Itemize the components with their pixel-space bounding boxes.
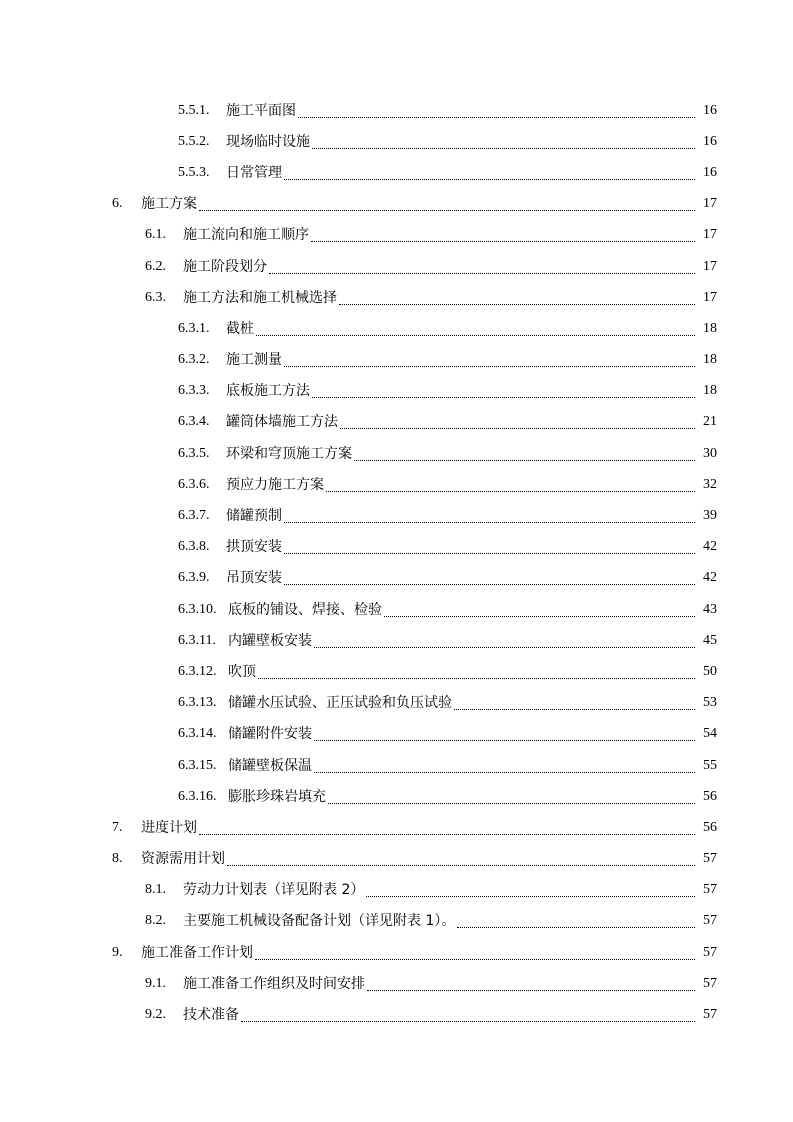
toc-dot-leader [284, 571, 695, 585]
toc-entry[interactable] [0, 999, 793, 1030]
toc-dot-leader [284, 540, 695, 554]
toc-entry-title: 储罐水压试验、正压试验和负压试验 [228, 695, 452, 712]
toc-entry[interactable] [0, 968, 793, 999]
toc-entry-page: 57 [703, 1007, 717, 1023]
toc-entry-title: 资源需用计划 [141, 851, 225, 868]
toc-entry-number: 6.3.8. [178, 539, 210, 555]
toc-entry-page: 57 [703, 851, 717, 867]
toc-entry-page: 57 [703, 882, 717, 898]
toc-entry[interactable] [0, 750, 793, 781]
toc-entry[interactable] [0, 719, 793, 750]
toc-entry[interactable] [0, 157, 793, 188]
toc-dot-leader [366, 883, 695, 897]
toc-entry-number: 6.2. [145, 258, 166, 274]
toc-entry-title: 进度计划 [141, 819, 197, 836]
toc-entry-page: 39 [703, 508, 717, 524]
toc-entry-number: 8.2. [145, 913, 166, 929]
toc-entry-title: 预应力施工方案 [226, 476, 324, 493]
toc-entry-page: 18 [703, 352, 717, 368]
toc-entry-page: 21 [703, 414, 717, 430]
toc-entry-number: 6.3.9. [178, 570, 210, 586]
toc-entry-title: 主要施工机械设备配备计划（详见附表 1）。 [183, 913, 456, 930]
toc-dot-leader [199, 197, 695, 211]
toc-entry-title: 施工测量 [226, 352, 282, 369]
toc-entry-number: 6.3. [145, 289, 166, 305]
toc-entry-title: 施工阶段划分 [183, 258, 267, 275]
toc-entry-title: 技术准备 [183, 1007, 239, 1024]
toc-entry[interactable] [0, 376, 793, 407]
toc-entry-number: 6.3.6. [178, 476, 210, 492]
toc-entry[interactable] [0, 812, 793, 843]
toc-entry[interactable] [0, 500, 793, 531]
toc-entry-page: 45 [703, 632, 717, 648]
toc-entry[interactable] [0, 937, 793, 968]
toc-dot-leader [256, 322, 695, 336]
toc-dot-leader [284, 166, 695, 180]
toc-entry-title: 底板的铺设、焊接、检验 [228, 601, 382, 618]
toc-entry-title: 吹顶 [228, 663, 256, 680]
toc-entry[interactable] [0, 781, 793, 812]
toc-entry-page: 17 [703, 196, 717, 212]
toc-dot-leader [258, 665, 695, 679]
toc-dot-leader [354, 447, 695, 461]
toc-entry-page: 17 [703, 227, 717, 243]
toc-entry-page: 18 [703, 320, 717, 336]
toc-entry-title: 拱顶安装 [226, 539, 282, 556]
toc-entry-title: 储罐预制 [226, 508, 282, 525]
toc-entry-page: 32 [703, 476, 717, 492]
toc-entry-number: 6.3.7. [178, 508, 210, 524]
toc-dot-leader [314, 634, 695, 648]
toc-entry-page: 42 [703, 539, 717, 555]
toc-entry-page: 17 [703, 258, 717, 274]
toc-dot-leader [367, 977, 695, 991]
toc-entry[interactable] [0, 345, 793, 376]
toc-dot-leader [284, 509, 695, 523]
toc-entry-page: 56 [703, 788, 717, 804]
toc-entry[interactable] [0, 563, 793, 594]
toc-entry[interactable] [0, 844, 793, 875]
toc-entry-page: 50 [703, 663, 717, 679]
toc-entry[interactable] [0, 625, 793, 656]
toc-dot-leader [339, 291, 695, 305]
toc-entry-title: 膨胀珍珠岩填充 [228, 788, 326, 805]
toc-dot-leader [457, 914, 695, 928]
toc-dot-leader [326, 478, 695, 492]
toc-entry-title: 罐筒体墙施工方法 [226, 414, 338, 431]
toc-entry-page: 17 [703, 289, 717, 305]
toc-dot-leader [241, 1008, 695, 1022]
toc-entry-number: 6.3.14. [178, 726, 217, 742]
toc-entry-page: 55 [703, 757, 717, 773]
toc-dot-leader [340, 415, 695, 429]
toc-entry[interactable] [0, 282, 793, 313]
toc-entry-number: 6.3.16. [178, 788, 217, 804]
toc-entry[interactable] [0, 189, 793, 220]
toc-entry-title: 施工准备工作计划 [141, 944, 253, 961]
toc-entry-number: 9.1. [145, 975, 166, 991]
toc-entry-page: 16 [703, 102, 717, 118]
toc-dot-leader [314, 727, 695, 741]
toc-dot-leader [328, 790, 695, 804]
toc-entry-title: 施工方法和施工机械选择 [183, 289, 337, 306]
toc-entry-title: 底板施工方法 [226, 383, 310, 400]
toc-dot-leader [384, 603, 695, 617]
toc-entry-page: 57 [703, 913, 717, 929]
toc-entry-page: 16 [703, 164, 717, 180]
toc-entry-number: 6.3.15. [178, 757, 217, 773]
toc-entry-title: 施工平面图 [226, 102, 296, 119]
toc-entry-title: 施工流向和施工顺序 [183, 227, 309, 244]
toc-entry[interactable] [0, 656, 793, 687]
toc-entry-title: 内罐壁板安装 [228, 632, 312, 649]
toc-entry[interactable] [0, 126, 793, 157]
toc-entry-title: 截桩 [226, 320, 254, 337]
toc-entry-page: 18 [703, 383, 717, 399]
toc-entry-number: 6.3.4. [178, 414, 210, 430]
toc-entry[interactable] [0, 313, 793, 344]
toc-entry-title: 现场临时设施 [226, 133, 310, 150]
toc-entry-number: 6.3.1. [178, 320, 210, 336]
toc-dot-leader [255, 946, 695, 960]
toc-entry-title: 日常管理 [226, 164, 282, 181]
toc-entry-number: 6. [112, 196, 123, 212]
toc-entry-number: 8. [112, 851, 123, 867]
toc-dot-leader [227, 852, 695, 866]
toc-entry-page: 57 [703, 944, 717, 960]
toc-entry-number: 6.1. [145, 227, 166, 243]
toc-entry-number: 5.5.1. [178, 102, 210, 118]
toc-entry[interactable] [0, 469, 793, 500]
toc-entry-number: 6.3.3. [178, 383, 210, 399]
toc-dot-leader [312, 384, 695, 398]
toc-dot-leader [298, 104, 695, 118]
toc-entry-page: 16 [703, 133, 717, 149]
toc-entry-title: 施工准备工作组织及时间安排 [183, 975, 365, 992]
toc-entry-number: 9. [112, 944, 123, 960]
toc-entry-number: 6.3.5. [178, 445, 210, 461]
toc-dot-leader [311, 228, 695, 242]
toc-entry-title: 劳动力计划表（详见附表 2） [183, 882, 365, 899]
toc-dot-leader [269, 260, 695, 274]
toc-entry-number: 9.2. [145, 1007, 166, 1023]
toc-entry-number: 8.1. [145, 882, 166, 898]
toc-dot-leader [314, 759, 695, 773]
toc-entry-number: 5.5.2. [178, 133, 210, 149]
table-of-contents [0, 95, 793, 1031]
toc-entry-title: 储罐壁板保温 [228, 757, 312, 774]
toc-entry[interactable] [0, 251, 793, 282]
toc-entry-number: 6.3.11. [178, 632, 216, 648]
toc-entry[interactable] [0, 438, 793, 469]
toc-entry-title: 吊顶安装 [226, 570, 282, 587]
toc-entry[interactable] [0, 875, 793, 906]
toc-entry-page: 54 [703, 726, 717, 742]
toc-entry-page: 53 [703, 695, 717, 711]
toc-entry[interactable] [0, 594, 793, 625]
toc-entry[interactable] [0, 220, 793, 251]
toc-entry-page: 57 [703, 975, 717, 991]
toc-entry-title: 施工方案 [141, 196, 197, 213]
toc-entry-page: 42 [703, 570, 717, 586]
toc-entry[interactable] [0, 407, 793, 438]
toc-entry[interactable] [0, 906, 793, 937]
toc-entry-number: 5.5.3. [178, 164, 210, 180]
toc-entry-number: 6.3.10. [178, 601, 217, 617]
toc-entry-number: 7. [112, 819, 123, 835]
toc-entry-page: 30 [703, 445, 717, 461]
toc-entry-page: 56 [703, 819, 717, 835]
toc-entry[interactable] [0, 688, 793, 719]
toc-dot-leader [454, 696, 695, 710]
toc-entry-number: 6.3.2. [178, 352, 210, 368]
toc-dot-leader [199, 821, 695, 835]
toc-dot-leader [284, 353, 695, 367]
toc-entry-number: 6.3.13. [178, 695, 217, 711]
toc-entry-page: 43 [703, 601, 717, 617]
toc-dot-leader [312, 135, 695, 149]
toc-entry[interactable] [0, 532, 793, 563]
toc-entry-number: 6.3.12. [178, 663, 217, 679]
toc-entry-title: 储罐附件安装 [228, 726, 312, 743]
toc-entry[interactable] [0, 95, 793, 126]
toc-entry-title: 环梁和穹顶施工方案 [226, 445, 352, 462]
